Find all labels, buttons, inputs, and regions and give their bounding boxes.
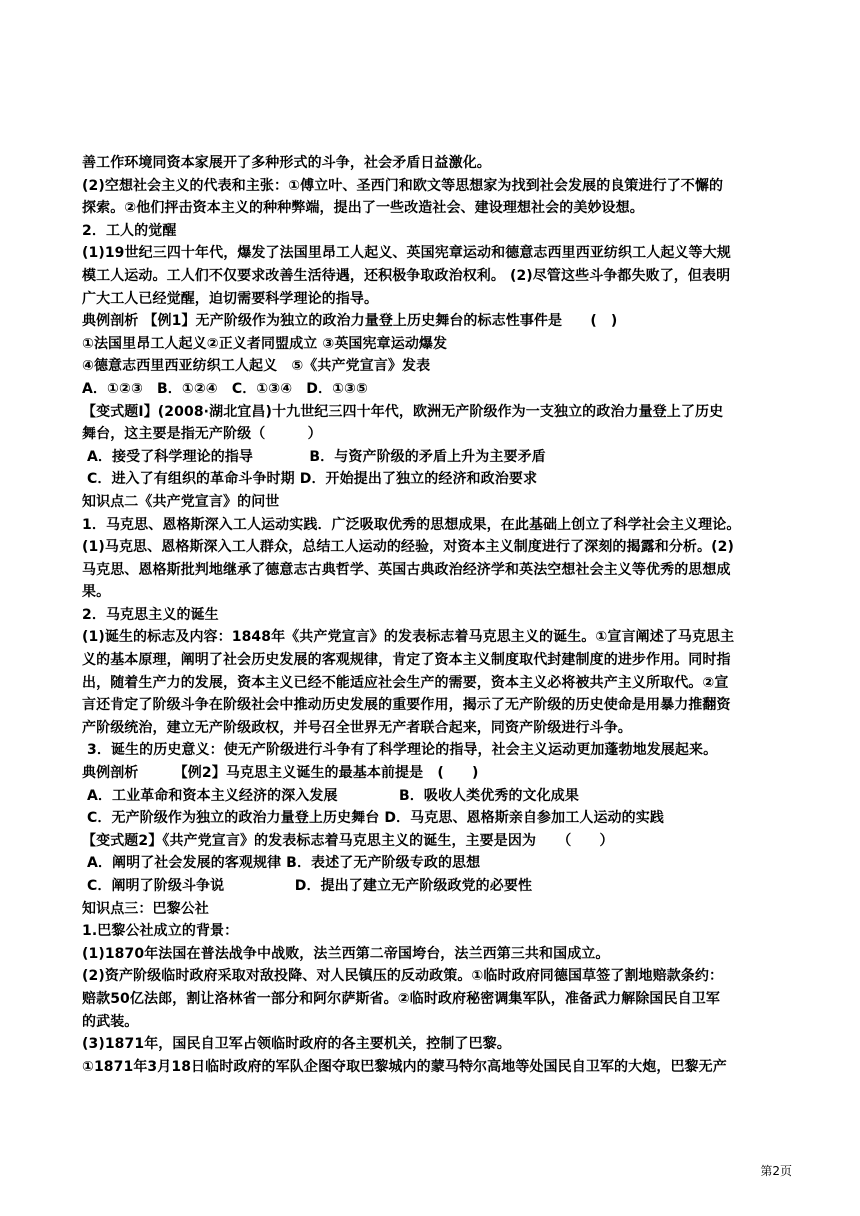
section-heading: 2．工人的觉醒: [82, 222, 177, 239]
example-question: 典例剖析 【例1】无产阶级作为独立的政治力量登上历史舞台的标志性事件是 ( ): [82, 313, 618, 330]
text-line: 舞台，这主要是指无产阶级（ ）: [82, 426, 322, 443]
text-line: 马克思、恩格斯批判地继承了德意志古典哲学、英国古典政治经济学和英法空想社会主义等优秀的思想成: [82, 561, 731, 578]
text-line: 产阶级统治，建立无产阶级政权，并号召全世界无产者联合起来，同资产阶级进行斗争。: [82, 719, 632, 736]
text-line: 的武装。: [82, 1013, 139, 1030]
text-line: (1)诞生的标志及内容：1848年《共产党宣言》的发表标志着马克思主义的诞生。①宣言阐述了马克思主: [82, 629, 735, 646]
document-body: [82, 152, 782, 1078]
text-line: 言还肯定了阶级斗争在阶级社会中推动历史发展的重要作用，揭示了无产阶级的历史使命是用暴力推翻资: [82, 697, 731, 714]
question-option-line: ④德意志西里西亚纺织工人起义 ⑤《共产党宣言》发表: [82, 358, 431, 375]
answer-choices: C．阐明了阶级斗争说 D．提出了建立无产阶级政党的必要性: [82, 878, 533, 894]
text-line: 1．马克思、恩格斯深入工人运动实践．广泛吸取优秀的思想成果，在此基础上创立了科学社会主义理论。: [82, 516, 741, 533]
text-line: 善工作环境同资本家展开了多种形式的斗争，社会矛盾日益激化。: [82, 155, 491, 171]
text-line: 赔款50亿法郎，割让洛林省一部分和阿尔萨斯省。②临时政府秘密调集军队，准备武力解除国民自卫军: [82, 990, 720, 1007]
answer-choices: A．接受了科学理论的指导 B．与资产阶级的矛盾上升为主要矛盾: [82, 448, 546, 465]
text-line: 3．诞生的历史意义：使无产阶级进行斗争有了科学理论的指导，社会主义运动更加蓬勃地发展起来。: [82, 742, 718, 759]
example-question: 典例剖析 【例2】马克思主义诞生的最基本前提是 ( ): [82, 765, 479, 782]
text-line: 义的基本原理，阐明了社会历史发展的客观规律，肯定了资本主义制度取代封建制度的进步作用。同时指: [82, 652, 731, 669]
answer-choices: C．进入了有组织的革命斗争时期 D．开始提出了独立的经济和政治要求: [82, 471, 538, 488]
text-line: ①1871年3月18日临时政府的军队企图夺取巴黎城内的蒙马特尔高地等处国民自卫军的大炮，巴黎无产: [82, 1058, 727, 1075]
variant-question: 【变式题Ⅰ】(2008·湖北宜昌)十九世纪三四十年代，欧洲无产阶级作为一支独立的政治力量登上了历史: [82, 403, 724, 420]
text-line: 模工人运动。工人们不仅要求改善生活待遇，还积极争取政治权利。 (2)尽管这些斗争都失败了，但表明: [82, 267, 731, 284]
section-heading: 1.巴黎公社成立的背景：: [82, 923, 239, 940]
section-heading: 2．马克思主义的诞生: [82, 606, 219, 623]
section-heading: 知识点二《共产党宣言》的问世: [82, 493, 280, 510]
answer-choices: A．阐明了社会发展的客观规律 B．表述了无产阶级专政的思想: [82, 855, 481, 872]
answer-choices: A．①②③ B．①②④ C．①③④ D．①③⑤: [82, 380, 368, 397]
text-line: 果。: [82, 584, 111, 601]
section-heading: 知识点三：巴黎公社: [82, 900, 209, 917]
answer-choices: A．工业革命和资本主义经济的深入发展 B．吸收人类优秀的文化成果: [82, 787, 579, 804]
page-number: 第2页: [760, 1164, 792, 1178]
variant-question: 【变式题2】《共产党宣言》的发表标志着马克思主义的诞生，主要是因为 （ ）: [82, 832, 614, 849]
text-line: (1)19世纪三四十年代，爆发了法国里昂工人起义、英国宪章运动和德意志西里西亚纺织工人起义等大规: [82, 245, 731, 262]
text-line: (1)1870年法国在普法战争中战败，法兰西第二帝国垮台，法兰西第三共和国成立。: [82, 945, 610, 962]
text-line: (3)1871年，国民自卫军占领临时政府的各主要机关，控制了巴黎。: [82, 1036, 511, 1053]
text-line: (2)空想社会主义的代表和主张：①傅立叶、圣西门和欧文等思想家为找到社会发展的良策进行了不懈的: [82, 177, 724, 194]
text-line: 出，随着生产力的发展，资本主义已经不能适应社会生产的需要，资本主义必将被共产主义所取代。②宣: [82, 674, 729, 691]
text-line: 探索。②他们抨击资本主义的种种弊端，提出了一些改造社会、建设理想社会的美妙设想。: [82, 200, 644, 217]
question-option-line: ①法国里昂工人起义②正义者同盟成立 ③英国宪章运动爆发: [82, 335, 448, 352]
answer-choices: C．无产阶级作为独立的政治力量登上历史舞台 D．马克思、恩格斯亲自参加工人运动的实践: [82, 810, 664, 827]
text-line: (1)马克思、恩格斯深入工人群众，总结工人运动的经验，对资本主义制度进行了深刻的揭露和分析。(2): [82, 539, 734, 556]
text-line: 广大工人已经觉醒，迫切需要科学理论的指导。: [82, 290, 379, 307]
text-line: (2)资产阶级临时政府采取对敌投降、对人民镇压的反动政策。①临时政府同德国草签了割地赔款条约：: [82, 968, 724, 985]
